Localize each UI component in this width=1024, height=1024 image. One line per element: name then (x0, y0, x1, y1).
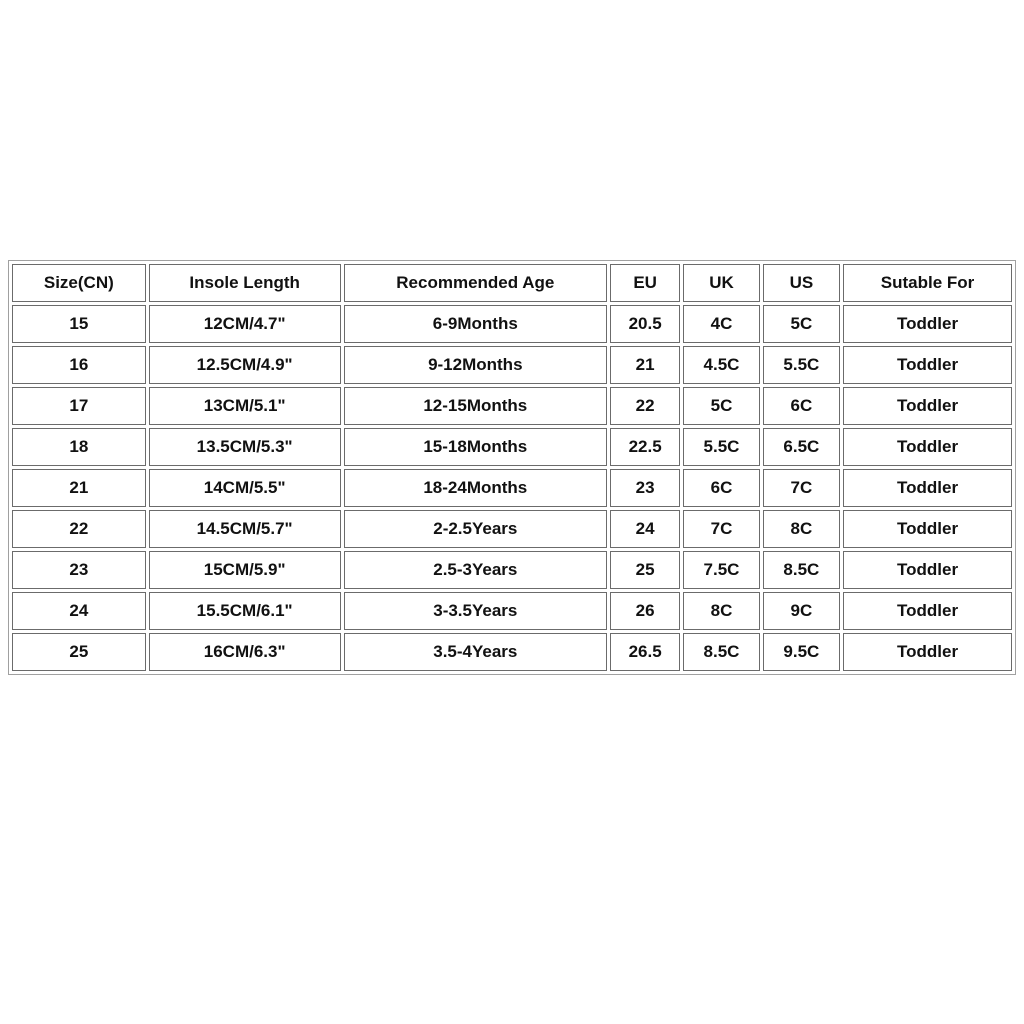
header-size-cn: Size(CN) (12, 264, 146, 302)
cell-uk: 4C (683, 305, 759, 343)
cell-us: 5C (763, 305, 840, 343)
cell-size-cn: 18 (12, 428, 146, 466)
cell-insole-length: 13CM/5.1" (149, 387, 341, 425)
header-us: US (763, 264, 840, 302)
cell-recommended-age: 2.5-3Years (344, 551, 607, 589)
cell-insole-length: 14CM/5.5" (149, 469, 341, 507)
table-row (12, 510, 1012, 548)
cell-eu: 21 (610, 346, 680, 384)
table-row (12, 551, 1012, 589)
cell-recommended-age: 18-24Months (344, 469, 607, 507)
cell-size-cn: 16 (12, 346, 146, 384)
cell-us: 9C (763, 592, 840, 630)
cell-size-cn: 21 (12, 469, 146, 507)
cell-eu: 23 (610, 469, 680, 507)
cell-recommended-age: 3-3.5Years (344, 592, 607, 630)
cell-size-cn: 25 (12, 633, 146, 671)
cell-insole-length: 15CM/5.9" (149, 551, 341, 589)
cell-insole-length: 14.5CM/5.7" (149, 510, 341, 548)
cell-us: 9.5C (763, 633, 840, 671)
cell-uk: 4.5C (683, 346, 759, 384)
cell-recommended-age: 15-18Months (344, 428, 607, 466)
cell-uk: 8.5C (683, 633, 759, 671)
cell-uk: 8C (683, 592, 759, 630)
header-row (12, 264, 1012, 302)
cell-suitable-for: Toddler (843, 551, 1012, 589)
cell-uk: 5.5C (683, 428, 759, 466)
cell-recommended-age: 6-9Months (344, 305, 607, 343)
cell-us: 5.5C (763, 346, 840, 384)
size-chart-header (12, 264, 1012, 302)
table-row (12, 592, 1012, 630)
cell-eu: 25 (610, 551, 680, 589)
cell-suitable-for: Toddler (843, 469, 1012, 507)
cell-uk: 7C (683, 510, 759, 548)
cell-eu: 22 (610, 387, 680, 425)
header-suitable-for: Sutable For (843, 264, 1012, 302)
cell-suitable-for: Toddler (843, 510, 1012, 548)
cell-suitable-for: Toddler (843, 633, 1012, 671)
size-chart-table (8, 260, 1016, 675)
cell-uk: 7.5C (683, 551, 759, 589)
cell-us: 8C (763, 510, 840, 548)
cell-insole-length: 12.5CM/4.9" (149, 346, 341, 384)
cell-insole-length: 15.5CM/6.1" (149, 592, 341, 630)
cell-size-cn: 15 (12, 305, 146, 343)
table-row (12, 305, 1012, 343)
cell-eu: 22.5 (610, 428, 680, 466)
cell-suitable-for: Toddler (843, 428, 1012, 466)
table-row (12, 633, 1012, 671)
cell-recommended-age: 2-2.5Years (344, 510, 607, 548)
table-row (12, 346, 1012, 384)
table-row (12, 387, 1012, 425)
cell-suitable-for: Toddler (843, 387, 1012, 425)
cell-insole-length: 16CM/6.3" (149, 633, 341, 671)
cell-suitable-for: Toddler (843, 346, 1012, 384)
cell-recommended-age: 3.5-4Years (344, 633, 607, 671)
cell-recommended-age: 12-15Months (344, 387, 607, 425)
cell-eu: 26 (610, 592, 680, 630)
header-recommended-age: Recommended Age (344, 264, 607, 302)
cell-us: 6C (763, 387, 840, 425)
cell-recommended-age: 9-12Months (344, 346, 607, 384)
cell-eu: 24 (610, 510, 680, 548)
table-row (12, 469, 1012, 507)
cell-suitable-for: Toddler (843, 305, 1012, 343)
cell-eu: 20.5 (610, 305, 680, 343)
cell-eu: 26.5 (610, 633, 680, 671)
cell-insole-length: 13.5CM/5.3" (149, 428, 341, 466)
header-insole-length: Insole Length (149, 264, 341, 302)
cell-suitable-for: Toddler (843, 592, 1012, 630)
table-row (12, 428, 1012, 466)
header-uk: UK (683, 264, 759, 302)
size-chart-body (12, 305, 1012, 671)
cell-us: 6.5C (763, 428, 840, 466)
cell-us: 7C (763, 469, 840, 507)
cell-size-cn: 22 (12, 510, 146, 548)
cell-size-cn: 23 (12, 551, 146, 589)
cell-uk: 5C (683, 387, 759, 425)
cell-uk: 6C (683, 469, 759, 507)
cell-insole-length: 12CM/4.7" (149, 305, 341, 343)
cell-size-cn: 24 (12, 592, 146, 630)
cell-size-cn: 17 (12, 387, 146, 425)
header-eu: EU (610, 264, 680, 302)
cell-us: 8.5C (763, 551, 840, 589)
